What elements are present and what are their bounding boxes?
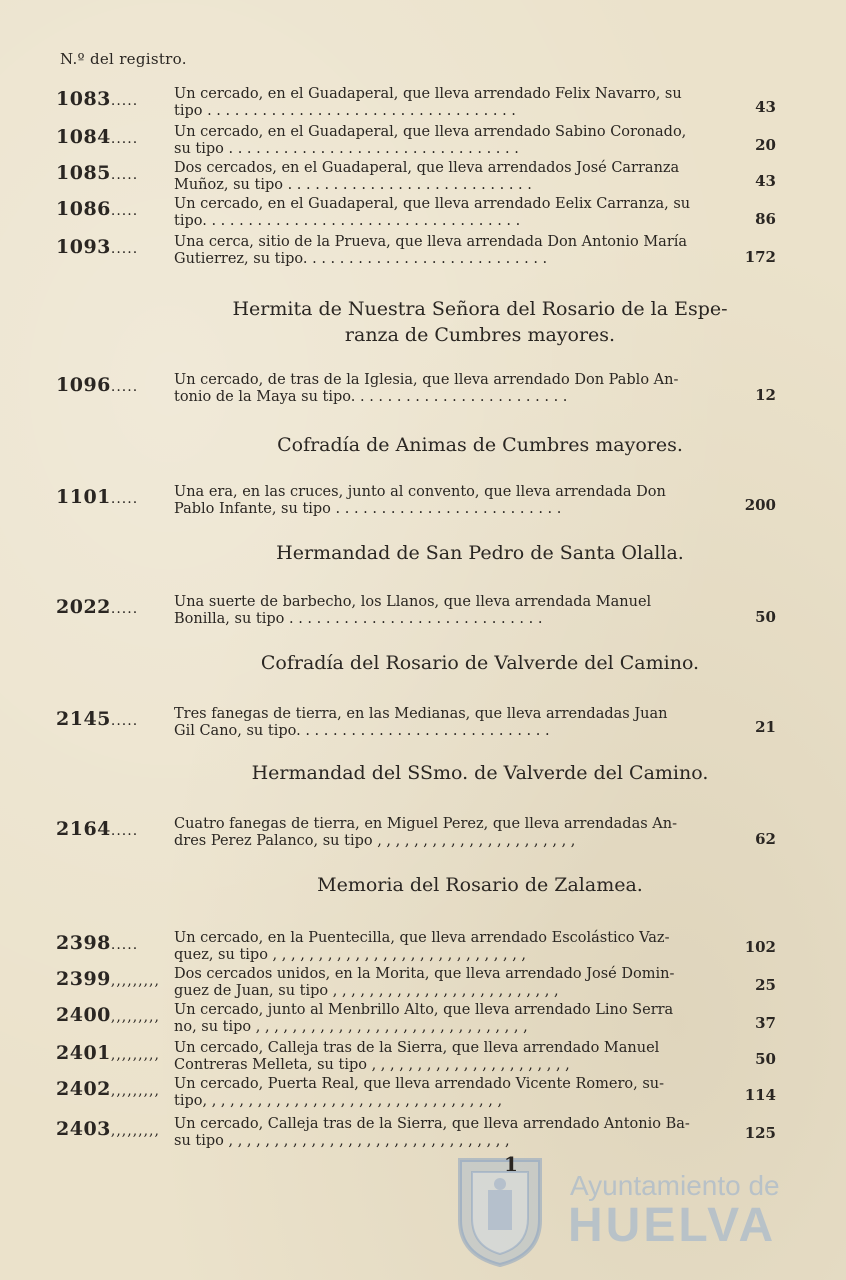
section-heading-rosario-valverde: Cofradía del Rosario de Valverde del Camino.	[260, 652, 700, 674]
entry-text: Un cercado, Calleja tras de la Sierra, que lleva arrendado Manuel Contreras Melleta, su tipo , , , , , , , , , , , , , , , , , , , , , ,	[174, 1040, 660, 1073]
entry-number: 1084.....	[56, 126, 139, 148]
section-heading-hermita: Hermita de Nuestra Señora del Rosario de la Espe- ranza de Cumbres mayores.	[232, 298, 728, 346]
entry-number: 2403,,,,,,,,,	[56, 1118, 160, 1140]
entry-text: Dos cercados, en el Guadaperal, que lleva arrendados José Carranza Muñoz, su tipo . . . . . . . . . . . . . . . . . . . . . . . . . . .	[174, 160, 680, 193]
entry-text: Tres fanegas de tierra, en las Medianas, que lleva arrendadas Juan Gil Cano, su tipo. . . . . . . . . . . . . . . . . . . . . . . . . . . .	[174, 706, 668, 739]
entry-number: 2400,,,,,,,,,	[56, 1004, 160, 1026]
entry-value: 21	[755, 718, 776, 736]
entry-value: 43	[755, 172, 776, 190]
entry-number: 1093.....	[56, 236, 139, 258]
section-heading-zalamea: Memoria del Rosario de Zalamea.	[317, 874, 643, 896]
entry-value: 125	[744, 1124, 776, 1142]
section-heading-animas: Cofradía de Animas de Cumbres mayores.	[277, 434, 683, 456]
register-header: N.º del registro.	[60, 50, 187, 68]
entry-number: 1101.....	[56, 486, 139, 508]
entry-number: 2145.....	[56, 708, 139, 730]
page-number: 1	[504, 1152, 518, 1176]
entry-number: 1086.....	[56, 198, 139, 220]
entry-text: Cuatro fanegas de tierra, en Miguel Perez, que lleva arrendadas An- dres Perez Palanco, su tipo , , , , , , , , , , , , , , , , , , , , , ,	[174, 816, 677, 849]
entry-number: 2401,,,,,,,,,	[56, 1042, 160, 1064]
entry-value: 200	[744, 496, 776, 514]
section-heading-ssmo-valverde: Hermandad del SSmo. de Valverde del Camino.	[251, 762, 709, 784]
entry-value: 25	[755, 976, 776, 994]
entry-value: 172	[744, 248, 776, 266]
entry-number: 2399,,,,,,,,,	[56, 968, 160, 990]
entry-value: 114	[744, 1086, 776, 1104]
entry-text: Una cerca, sitio de la Prueva, que lleva arrendada Don Antonio María Gutierrez, su tipo. . . . . . . . . . . . . . . . . . . . . . . . . . .	[174, 234, 688, 267]
entry-text: Un cercado, Puerta Real, que lleva arrendado Vicente Romero, su- tipo, , , , , , , , , , , , , , , , , , , , , , , , , , , , , , , , ,	[174, 1076, 665, 1109]
entry-number: 2402,,,,,,,,,	[56, 1078, 160, 1100]
entry-number: 1083.....	[56, 88, 139, 110]
entry-text: Un cercado, de tras de la Iglesia, que lleva arrendado Don Pablo An- tonio de la Maya su tipo. . . . . . . . . . . . . . . . . . . . . . . .	[174, 372, 679, 405]
entry-text: Una suerte de barbecho, los Llanos, que lleva arrendada Manuel Bonilla, su tipo . . . . . . . . . . . . . . . . . . . . . . . . . . . .	[174, 594, 652, 627]
entry-value: 62	[755, 830, 776, 848]
entry-value: 102	[744, 938, 776, 956]
huelva-seal-icon	[440, 1150, 560, 1270]
entry-value: 86	[755, 210, 776, 228]
entry-number: 2022.....	[56, 596, 139, 618]
entry-text: Un cercado, junto al Menbrillo Alto, que lleva arrendado Lino Serra no, su tipo , , , , , , , , , , , , , , , , , , , , , , , , , , , , , ,	[174, 1002, 674, 1035]
watermark-line1: Ayuntamiento de	[570, 1170, 780, 1201]
entry-value: 50	[755, 608, 776, 626]
entry-value: 43	[755, 98, 776, 116]
entry-value: 37	[755, 1014, 776, 1032]
entry-text: Dos cercados unidos, en la Morita, que lleva arrendado José Domin- guez de Juan, su tipo , , , , , , , , , , , , , , , , , , , , , , , , ,	[174, 966, 675, 999]
entry-value: 12	[755, 386, 776, 404]
entry-number: 2164.....	[56, 818, 139, 840]
entry-text: Un cercado, en la Puentecilla, que lleva arrendado Escolástico Vaz- quez, su tipo , , , , , , , , , , , , , , , , , , , , , , , , , , , ,	[174, 930, 670, 963]
entry-text: Un cercado, en el Guadaperal, que lleva arrendado Sabino Coronado, su tipo . . . . . . . . . . . . . . . . . . . . . . . . . . . . . . . .	[174, 124, 687, 157]
entry-number: 1085.....	[56, 162, 139, 184]
entry-text: Una era, en las cruces, junto al convento, que lleva arrendada Don Pablo Infante, su tipo . . . . . . . . . . . . . . . . . . . . . . . . .	[174, 484, 666, 517]
section-heading-san-pedro: Hermandad de San Pedro de Santa Olalla.	[276, 542, 684, 564]
watermark-line2: HUELVA	[568, 1199, 777, 1252]
entry-number: 2398.....	[56, 932, 139, 954]
entry-value: 20	[755, 136, 776, 154]
entry-number: 1096.....	[56, 374, 139, 396]
entry-text: Un cercado, en el Guadaperal, que lleva arrendado Felix Navarro, su tipo . . . . . . . . . . . . . . . . . . . . . . . . . . . . . . . . . .	[174, 86, 682, 119]
entry-text: Un cercado, Calleja tras de la Sierra, que lleva arrendado Antonio Ba- su tipo , , , , , , , , , , , , , , , , , , , , , , , , , , , , , , ,	[174, 1116, 690, 1149]
entry-value: 50	[755, 1050, 776, 1068]
entry-text: Un cercado, en el Guadaperal, que lleva arrendado Eelix Carranza, su tipo. . . . . . . . . . . . . . . . . . . . . . . . . . . . . . . . . . .	[174, 196, 691, 229]
